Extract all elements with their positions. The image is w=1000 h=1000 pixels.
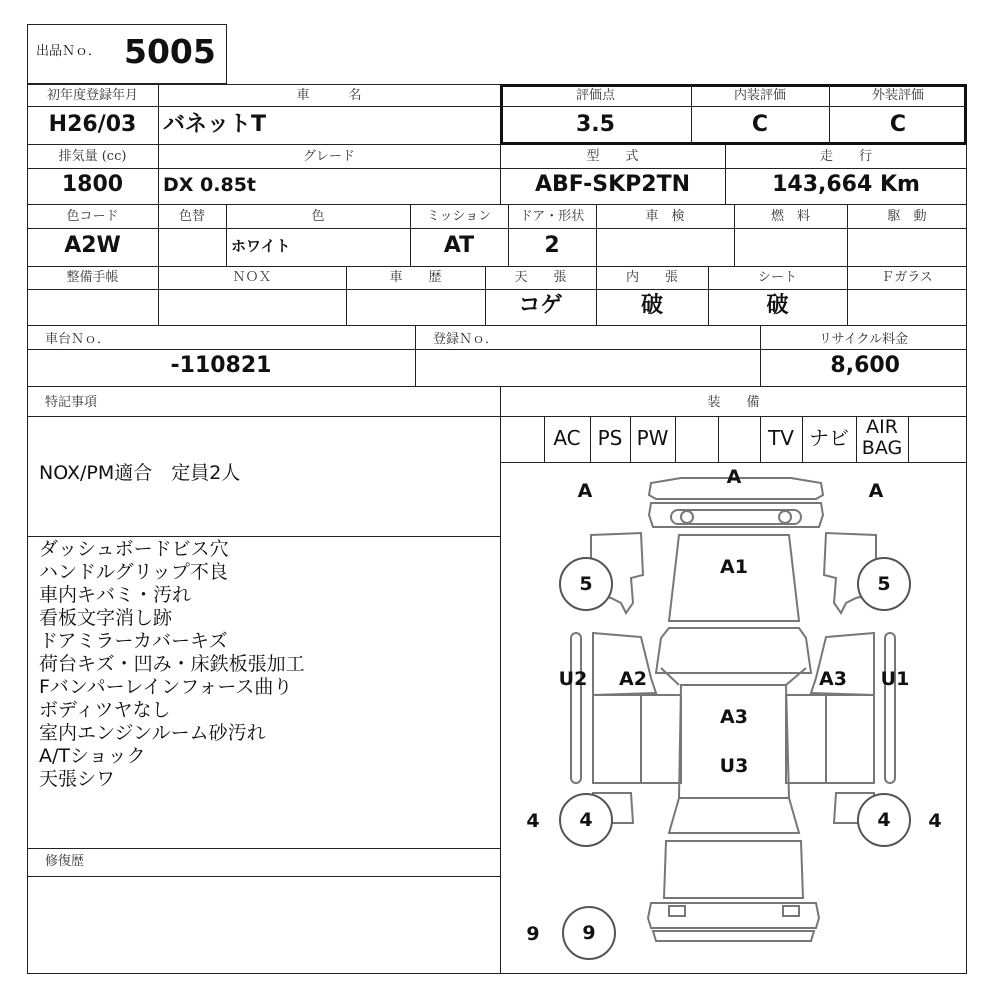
mark-spare-outer: 9 (526, 923, 540, 945)
mark-bed-u: U3 (719, 755, 749, 777)
mark-top-right: A (868, 480, 884, 502)
seat-value: 破 (766, 293, 789, 318)
color-label: 色 (311, 209, 325, 224)
notes-label: 特記事項 (45, 395, 98, 410)
seat-label: シート (757, 270, 797, 285)
score-label: 評価点 (575, 88, 615, 103)
note-item: A/Tショック (39, 745, 146, 767)
mark-rear-left-outer: 4 (526, 810, 540, 832)
displacement-label: 排気量 (cc) (58, 149, 127, 164)
note-item: 天張シワ (39, 768, 116, 790)
interior-grade-label: 内装評価 (733, 88, 786, 103)
lot-number: 5005 (124, 32, 216, 71)
model-value: ABF-SKP2TN (534, 172, 691, 197)
fuel-label: 燃 料 (770, 209, 810, 224)
notes-main: NOX/PM適合 定員2人 (39, 462, 241, 484)
front-left-tire-circle: 5 (559, 557, 613, 611)
equipment-tv: TV (768, 426, 794, 450)
equipment-navi: ナビ (809, 426, 849, 450)
mark-bed-a: A3 (720, 706, 748, 728)
color-value: ホワイト (231, 237, 291, 255)
mark-top: A (726, 466, 742, 488)
equipment-ac: AC (553, 426, 581, 450)
nox-label: ＮＯＸ (232, 270, 272, 285)
equipment-pw: PW (636, 426, 669, 450)
inner-lining-value: 破 (640, 293, 663, 318)
equipment-ps: PS (597, 426, 623, 450)
recycle-fee-value: 8,600 (830, 353, 900, 378)
note-item: 荷台キズ・凹み・床鉄板張加工 (39, 653, 305, 675)
mileage-value: 143,664 Km (772, 172, 920, 197)
score-value: 3.5 (576, 112, 615, 137)
ceiling-value: コゲ (518, 293, 563, 318)
inspection-label: 車 検 (645, 209, 685, 224)
door-label: ドア・形状 (519, 209, 585, 224)
note-item: ダッシュボードビス穴 (39, 538, 229, 560)
mileage-label: 走 行 (819, 149, 872, 164)
equipment-label: 装 備 (707, 395, 760, 410)
car-name-label: 車 名 (296, 88, 362, 103)
mission-value: AT (443, 233, 475, 258)
mark-left-side-a: A2 (619, 668, 647, 690)
recycle-fee-label: リサイクル料金 (818, 332, 909, 347)
note-item: 看板文字消し跡 (39, 607, 173, 629)
front-glass-label: Ｆガラス (881, 270, 933, 285)
chassis-no-label: 車台Ｎｏ． (45, 332, 111, 347)
front-right-tire-circle: 5 (857, 557, 911, 611)
note-item: ハンドルグリップ不良 (39, 561, 228, 583)
color-code-label: 色コード (66, 209, 119, 224)
exterior-grade-label: 外装評価 (871, 88, 924, 103)
note-item: 車内キバミ・汚れ (39, 584, 192, 606)
rear-right-tire-circle: 4 (857, 793, 911, 847)
rear-left-tire-circle: 4 (559, 793, 613, 847)
grade-value: DX 0.85t (163, 174, 256, 196)
mission-label: ミッション (426, 209, 492, 224)
reg-date-value: H26/03 (48, 112, 137, 137)
note-item: ドアミラーカバーキズ (39, 630, 228, 652)
car-name-value: バネットT (163, 112, 267, 137)
mark-right-side-a: A3 (819, 668, 847, 690)
drive-label: 駆 動 (887, 209, 927, 224)
equipment-airbag: AIR BAG (861, 416, 903, 459)
car-history-label: 車 歴 (389, 270, 442, 285)
exterior-grade-value: C (889, 112, 907, 137)
chassis-no-value: -110821 (170, 353, 272, 378)
note-item: ボディツヤなし (39, 699, 171, 721)
inner-lining-label: 内 張 (625, 270, 678, 285)
ceiling-label: 天 張 (514, 270, 567, 285)
mark-left-side-u: U2 (558, 668, 588, 690)
interior-grade-value: C (751, 112, 769, 137)
spare-tire-circle: 9 (562, 906, 616, 960)
mark-rear-right-outer: 4 (928, 810, 942, 832)
note-item: 室内エンジンルーム砂汚れ (39, 722, 266, 744)
mark-right-side-u: U1 (880, 668, 910, 690)
note-item: Fバンパーレインフォース曲り (39, 676, 293, 698)
color-code-value: A2W (64, 233, 121, 258)
displacement-value: 1800 (61, 172, 124, 197)
lot-label: 出品Ｎｏ． (36, 44, 102, 59)
grade-label: グレード (302, 149, 355, 164)
maintenance-book-label: 整備手帳 (66, 270, 119, 285)
model-label: 型 式 (586, 149, 639, 164)
repair-history-label: 修復歴 (45, 854, 85, 869)
door-value: 2 (544, 233, 560, 258)
registration-no-label: 登録Ｎｏ． (433, 332, 499, 347)
mark-roof: A1 (720, 556, 748, 578)
reg-date-label: 初年度登録年月 (46, 88, 138, 103)
recolor-label: 色替 (178, 209, 205, 224)
mark-top-left: A (577, 480, 593, 502)
